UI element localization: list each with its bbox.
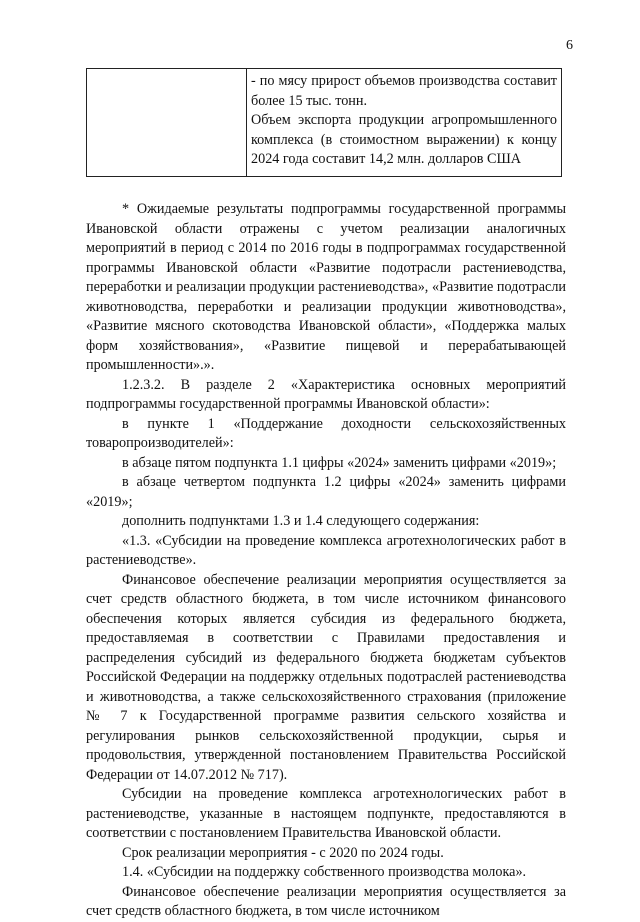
paragraph-subsidies-1-3: Субсидии на проведение комплекса агротехнологических работ в растениеводстве, указанные в настоящем подпункте, предоставляются в соответствии с постановлением Правительства Ивановской области.	[86, 786, 566, 841]
paragraph-subpoint-1-3-title: «1.3. «Субсидии на проведение комплекса агротехнологических работ в растениеводстве».	[86, 532, 566, 568]
paragraph-subpoint-1-4-title: 1.4. «Субсидии на поддержку собственного производства молока».	[122, 864, 527, 880]
paragraph-subpoint-1-1: в абзаце пятом подпункта 1.1 цифры «2024» заменить цифрами «2019»;	[122, 454, 557, 471]
table-line-meat: - по мясу прирост объемов производства составит более 15 тыс. тонн.	[251, 73, 557, 109]
table-line-export: Объем экспорта продукции агропромышленного комплекса (в стоимостном выражении) к концу 2024 года составит 14,2 млн. долларов США	[251, 112, 557, 167]
paragraph-financing-1-3: Финансовое обеспечение реализации мероприятия осуществляется за счет средств областного бюджета, в том числе источником финансового обеспечения которых является субсидия из федерального бюджета, предоставляемая в соответствии с Правилами предоставления и распределения субсидий из федерального бюджета бюджетам субъектов Российской Федерации на поддержку отдельных подотраслей растениеводства и животноводства, а также сельскохозяйственного страхования (приложение № 7 к Государственной программе развития сельского хозяйства и регулирования рынков сельскохозяйственной продукции, сырья и продовольствия, утвержденной постановлением Правительства Российской Федерации от 14.07.2012 № 717).	[86, 571, 566, 783]
document-body	[86, 200, 566, 922]
table-empty-cell	[87, 69, 247, 177]
paragraph-add-subpoints: дополнить подпунктами 1.3 и 1.4 следующего содержания:	[122, 513, 480, 529]
paragraph-footnote: * Ожидаемые результаты подпрограммы государственной программы Ивановской области отражены с учетом реализации аналогичных мероприятий в период с 2014 по 2016 годы в подпрограммах государственной программы Ивановской области «Развитие подотрасли растениеводства, переработки и реализации продукции растениеводства», «Развитие подотрасли животноводства, переработки и реализации продукции животноводства», «Развитие мясного скотоводства Ивановской области», «Поддержка малых форм хозяйствования», «Развитие пищевой и перерабатывающей промышленности».».	[86, 201, 566, 373]
paragraph-point-1: в пункте 1 «Поддержание доходности сельскохозяйственных товаропроизводителей»:	[86, 415, 566, 451]
table-row	[87, 69, 562, 177]
page-number: 6	[566, 38, 573, 53]
results-table	[86, 68, 562, 177]
paragraph-section-2: 1.2.3.2. В разделе 2 «Характеристика основных мероприятий подпрограммы государственной программы Ивановской области»:	[86, 376, 566, 412]
paragraph-subpoint-1-2: в абзаце четвертом подпункта 1.2 цифры «2024» заменить цифрами «2019»;	[86, 474, 566, 510]
paragraph-financing-1-4: Финансовое обеспечение реализации мероприятия осуществляется за счет средств областного бюджета, в том числе источником	[86, 883, 566, 919]
paragraph-period: Срок реализации мероприятия - с 2020 по 2024 годы.	[122, 844, 444, 861]
table-text-cell	[247, 69, 562, 177]
